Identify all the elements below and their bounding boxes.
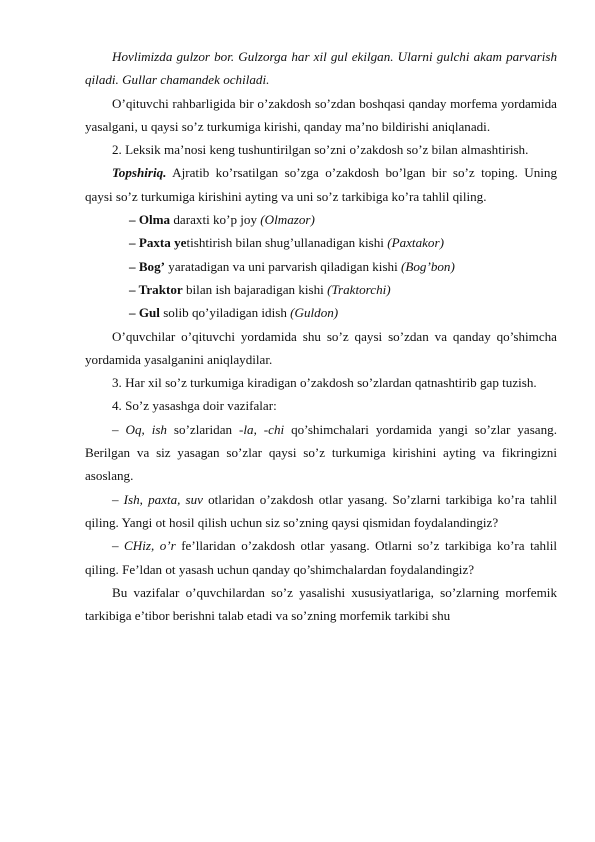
task-words: Ish, paxta, suv	[123, 491, 203, 507]
task-text: so’zlaridan	[166, 421, 240, 437]
item-word: – Gul	[129, 305, 160, 321]
word-formation-task-1	[85, 418, 557, 488]
item-answer: (Paxtakor)	[387, 235, 444, 251]
task-label: Topshiriq.	[112, 165, 167, 181]
exercise-2-heading: 2. Leksik ma’nosi keng tushuntirilgan so’zni o’zakdosh so’z bilan almashtirish.	[112, 142, 529, 158]
item-answer: (Bog’bon)	[401, 258, 455, 274]
item-answer: (Traktorchi)	[327, 281, 391, 297]
word-formation-task-2	[85, 488, 557, 535]
item-word: – Paxta ye	[129, 235, 187, 251]
task-items-list	[85, 208, 557, 324]
students-activity-paragraph: O’quvchilar o’qituvchi yordamida shu so’z qaysi so’zdan va qanday qo’shimcha yordamida yasalganini aniqlaydilar.	[85, 328, 557, 367]
document-page	[85, 0, 557, 627]
task-text: Ajratib ko’rsatilgan so’zga o’zakdosh bo’lgan bir so’z toping. Uning qaysi so’z turkumiga kirishini ayting va uni so’z tarkibiga ko’ra tahlil qiling.	[85, 165, 557, 204]
list-item	[85, 301, 557, 324]
item-word: – Olma	[129, 212, 171, 228]
task-text: qo’shimchalari yordamida yangi so’zlar yasang. Berilgan va siz yasagan so’zlar qaysi so’z turkumiga kirishini ayting va fikringizni asoslang.	[85, 421, 557, 484]
word-formation-task-3	[85, 534, 557, 581]
task-suffixes: -la, -chi	[239, 421, 285, 437]
task-paragraph	[85, 161, 557, 208]
dash: –	[112, 421, 126, 437]
example-text-paragraph: Hovlimizda gulzor bor. Gulzorga har xil gul ekilgan. Ularni gulchi akam parvarish qiladi. Gullar chamandek ochiladi.	[85, 49, 557, 88]
item-word: – Bog’	[129, 258, 166, 274]
task-text: otlaridan o’zakdosh otlar yasang. So’zlarni tarkibiga ko’ra tahlil qiling. Yangi ot hosil qilish uchun siz so’zning qaysi qismidan foydalandingiz?	[85, 491, 557, 530]
exercise-4-heading: 4. So’z yasashga doir vazifalar:	[112, 398, 277, 414]
task-words: CHiz, o’r	[124, 538, 176, 554]
item-answer: (Guldon)	[290, 305, 339, 321]
list-item	[85, 255, 557, 278]
item-text: bilan ish bajaradigan kishi	[182, 281, 328, 297]
item-text: solib qo’yiladigan idish	[159, 305, 291, 321]
list-item	[85, 231, 557, 254]
task-words: Oq, ish	[125, 421, 167, 437]
dash: –	[112, 538, 125, 554]
dash: –	[112, 491, 124, 507]
item-word: – Traktor	[129, 281, 183, 297]
item-text: daraxti ko’p joy	[170, 212, 261, 228]
conclusion-paragraph: Bu vazifalar o’quvchilardan so’z yasalishi xususiyatlariga, so’zlarning morfemik tarkibiga e’tibor berishni talab etadi va so’zning morfemik tarkibi shu	[85, 584, 557, 624]
list-item	[85, 278, 557, 301]
list-item	[85, 208, 557, 231]
item-text: yaratadigan va uni parvarish qiladigan kishi	[165, 258, 401, 274]
method-description-paragraph: O’qituvchi rahbarligida bir o’zakdosh so’zdan boshqasi qanday morfema yordamida yasalgani, u qaysi so’z turkumiga kirishi, qanday ma’no bildirishi aniqlanadi.	[85, 95, 557, 134]
exercise-3-heading: 3. Har xil so’z turkumiga kiradigan o’zakdosh so’zlardan qatnashtirib gap tuzish.	[112, 375, 537, 391]
task-text: fe’llaridan o’zakdosh otlar yasang. Otlarni so’z tarkibiga ko’ra tahlil qiling. Fe’ldan ot yasash uchun qanday qo’shimchalardan foydalandingiz?	[85, 538, 557, 577]
item-answer: (Olmazor)	[260, 212, 315, 228]
item-text: tishtirish bilan shug’ullanadigan kishi	[186, 235, 388, 251]
